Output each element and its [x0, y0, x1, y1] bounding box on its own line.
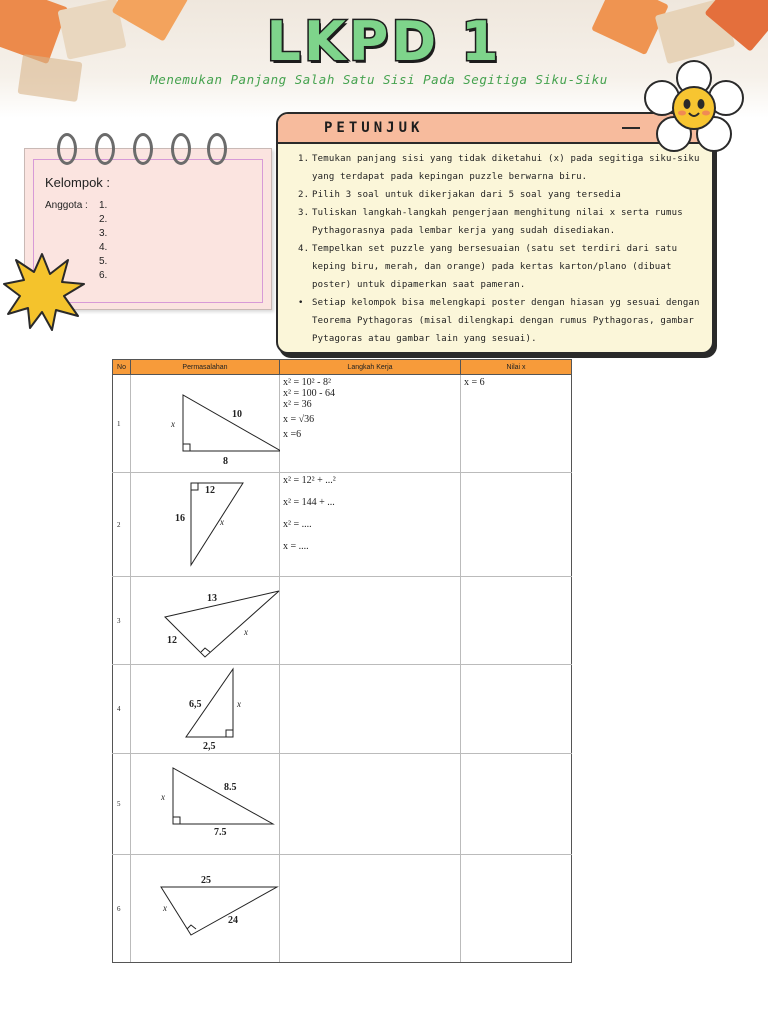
group-label: Kelompok : [45, 175, 111, 190]
table-row [113, 375, 572, 473]
triangle-diagram [131, 577, 280, 663]
problem-cell [131, 577, 280, 665]
problem-cell [131, 754, 280, 855]
step-line: x² = 36 [283, 399, 312, 410]
steps-cell [280, 473, 461, 577]
triangle-label: x [237, 699, 241, 709]
triangle-label: 8.5 [224, 782, 237, 793]
answer-cell [461, 577, 572, 665]
member-number: 5. [99, 256, 108, 267]
answer-value: x = 6 [464, 377, 485, 388]
step-line: x = √36 [283, 414, 315, 425]
column-header: No [113, 360, 131, 375]
table-row [113, 665, 572, 754]
step-line: x² = 10² - 8² [283, 377, 331, 388]
triangle-label: 12 [205, 485, 215, 496]
steps-cell [280, 754, 461, 855]
triangle-diagram [131, 473, 280, 575]
triangle-label: x [220, 517, 224, 527]
spiral-ring-icon [133, 133, 153, 165]
problem-cell [131, 473, 280, 577]
page-title: LKPD 1 [266, 10, 502, 73]
triangle-diagram [131, 375, 280, 471]
triangle-diagram [131, 855, 280, 961]
triangle-label: x [161, 792, 165, 802]
answer-cell [461, 754, 572, 855]
table-row [113, 577, 572, 665]
step-line: x² = 144 + ... [283, 497, 335, 508]
row-number: 3 [113, 577, 131, 665]
spiral-ring-icon [207, 133, 227, 165]
table-row [113, 855, 572, 963]
step-line: x² = .... [283, 519, 312, 530]
answer-cell [461, 665, 572, 754]
star-icon [2, 252, 86, 332]
triangle-diagram [131, 665, 280, 752]
table-row [113, 473, 572, 577]
spiral-ring-icon [57, 133, 77, 165]
members-label: Anggota : [45, 200, 88, 211]
triangle-label: 13 [207, 593, 217, 604]
problem-cell [131, 375, 280, 473]
triangle-label: 2,5 [203, 741, 216, 752]
answer-cell [461, 375, 572, 473]
steps-cell [280, 665, 461, 754]
steps-cell [280, 855, 461, 963]
instruction-item: 1. Temukan panjang sisi yang tidak diketahui (x) pada segitiga siku-siku yang terdapat pada kepingan puzzle berwarna biru. [298, 154, 700, 182]
instruction-item: 4. Tempelkan set puzzle yang bersesuaian (satu set terdiri dari satu keping biru, merah, dan orange) pada kertas karton/plano (dibuat poster) untuk dipamerkan saat pameran. [298, 244, 678, 290]
triangle-label: 16 [175, 513, 185, 524]
column-header: Permasalahan [131, 360, 280, 375]
triangle-diagram [131, 754, 280, 853]
triangle-label: 25 [201, 875, 211, 886]
spiral-ring-icon [95, 133, 115, 165]
member-number: 2. [99, 214, 108, 225]
instruction-item: 2. Pilih 3 soal untuk dikerjakan dari 5 soal yang tersedia [298, 190, 622, 200]
row-number: 1 [113, 375, 131, 473]
triangle-label: 8 [223, 456, 228, 467]
triangle-label: x [163, 903, 167, 913]
worksheet-table [112, 359, 572, 963]
triangle-label: 24 [228, 915, 238, 926]
row-number: 5 [113, 754, 131, 855]
instructions-list [298, 150, 702, 348]
triangle-label: x [244, 627, 248, 637]
spiral-ring-icon [171, 133, 191, 165]
triangle-label: 12 [167, 635, 177, 646]
flower-mascot-icon [640, 58, 748, 158]
problem-cell [131, 855, 280, 963]
step-line: x² = 100 - 64 [283, 388, 335, 399]
member-number: 1. [99, 200, 108, 211]
row-number: 4 [113, 665, 131, 754]
column-header: Nilai x [461, 360, 572, 375]
row-number: 6 [113, 855, 131, 963]
member-number: 3. [99, 228, 108, 239]
member-number: 4. [99, 242, 108, 253]
row-number: 2 [113, 473, 131, 577]
step-line: x =6 [283, 429, 302, 440]
instruction-item: • Setiap kelompok bisa melengkapi poster dengan hiasan yg sesuai dengan Teorema Pythagoras (misal dilengkapi dengan rumus Pythagoras, gambar Pytagoras atau gambar lain yang sesuai). [298, 298, 700, 344]
step-line: x² = 12² + ...² [283, 475, 336, 486]
table-row [113, 754, 572, 855]
member-number: 6. [99, 270, 108, 281]
step-line: x = .... [283, 541, 309, 552]
page-subtitle: Menemukan Panjang Salah Satu Sisi Pada Segitiga Siku-Siku [150, 72, 608, 87]
problem-cell [131, 665, 280, 754]
triangle-label: x [171, 419, 175, 429]
instruction-item: 3. Tuliskan langkah-langkah pengerjaan menghitung nilai x serta rumus Pythagorasnya pada lembar kerja yang sudah disediakan. [298, 208, 683, 236]
triangle-label: 6,5 [189, 699, 202, 710]
instructions-title: PETUNJUK [324, 120, 424, 136]
column-header: Langkah Kerja [280, 360, 461, 375]
triangle-label: 7.5 [214, 827, 227, 838]
minimize-icon [622, 127, 640, 129]
answer-cell [461, 855, 572, 963]
table-header-row [113, 360, 572, 375]
triangle-label: 10 [232, 409, 242, 420]
answer-cell [461, 473, 572, 577]
steps-cell [280, 375, 461, 473]
steps-cell [280, 577, 461, 665]
